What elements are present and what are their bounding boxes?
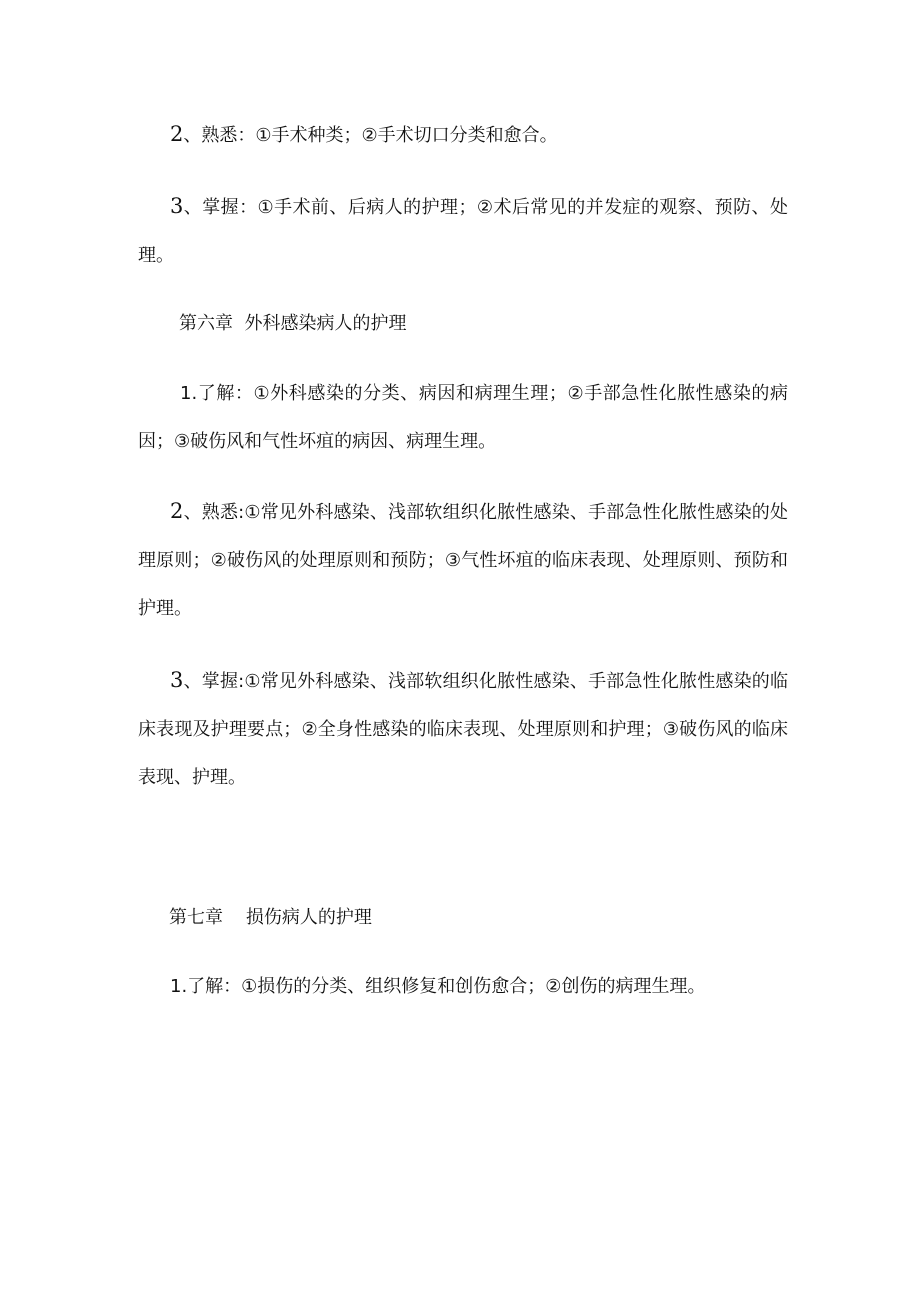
ch5-master-number: 3: [170, 194, 184, 218]
ch6-master-number: 3: [170, 668, 184, 692]
ch5-familiar-text: 、熟悉：①手术种类；②手术切口分类和愈合。: [183, 125, 558, 146]
ch6-familiar-number: 2: [170, 499, 184, 523]
ch6-master-text: 、掌握:①常见外科感染、浅部软组织化脓性感染、手部急性化脓性感染的临床表现及护理要点；②全身性感染的临床表现、处理原则和护理；③破伤风的临床表现、护理。: [138, 671, 788, 788]
ch5-master-text: 、掌握：①手术前、后病人的护理；②术后常见的并发症的观察、预防、处理。: [138, 197, 788, 266]
ch6-understand-paragraph: 1.了解：①外科感染的分类、病因和病理生理；②手部急性化脓性感染的病因；③破伤风和气性坏疽的病因、病理生理。: [138, 383, 788, 452]
ch6-master-paragraph: [138, 656, 788, 802]
chapter7-title: 第七章 损伤病人的护理: [169, 907, 372, 928]
ch5-master-paragraph: [138, 182, 788, 280]
ch6-familiar-text: 、熟悉:①常见外科感染、浅部软组织化脓性感染、手部急性化脓性感染的处理原则；②破伤风的处理原则和预防；③气性坏疽的临床表现、处理原则、预防和护理。: [138, 502, 788, 619]
ch5-familiar-paragraph: [138, 110, 788, 160]
ch5-familiar-number: 2: [170, 122, 184, 146]
ch6-familiar-paragraph: [138, 487, 788, 633]
ch7-understand-paragraph: 1.了解：①损伤的分类、组织修复和创伤愈合；②创伤的病理生理。: [170, 976, 706, 997]
chapter6-title: 第六章 外科感染病人的护理: [179, 313, 407, 334]
